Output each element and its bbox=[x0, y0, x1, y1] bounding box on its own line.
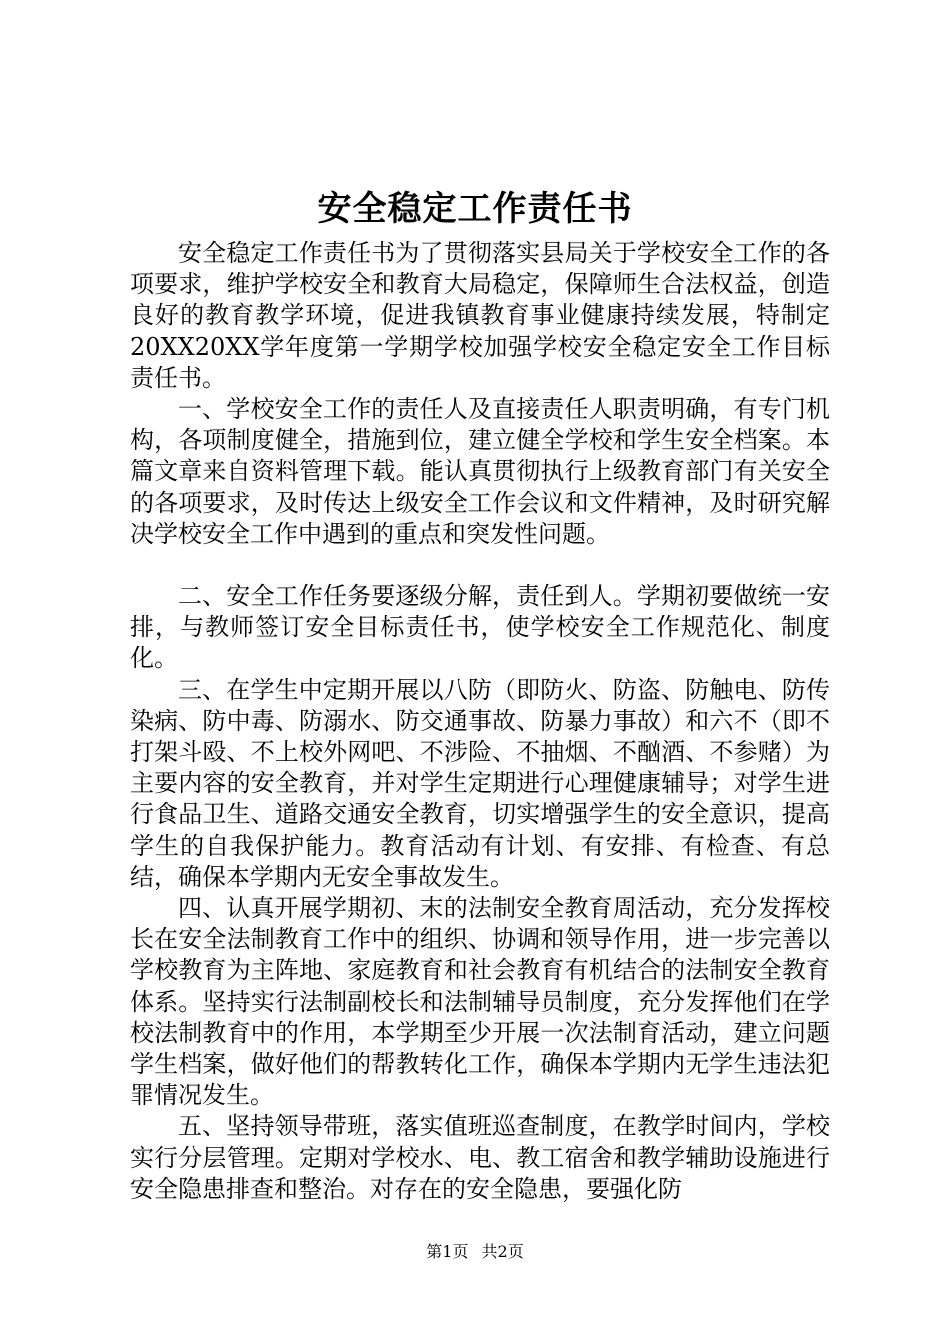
page-footer bbox=[0, 1240, 950, 1264]
document-body bbox=[130, 238, 830, 1205]
paragraph-item-2: 二、安全工作任务要逐级分解，责任到人。学期初要做统一安排，与教师签订安全目标责任书，使学校安全工作规范化、制度化。 bbox=[130, 582, 830, 673]
paragraph-item-1: 一、学校安全工作的责任人及直接责任人职责明确，有专门机构，各项制度健全，措施到位，建立健全学校和学生安全档案。本篇文章来自资料管理下载。能认真贯彻执行上级教育部门有关安全的各项要求，及时传达上级安全工作会议和文件精神，及时研究解决学校安全工作中遇到的重点和突发性问题。 bbox=[130, 395, 830, 548]
document-title: 安全稳定工作责任书 bbox=[317, 189, 633, 229]
page-number: 第1页 bbox=[426, 1242, 469, 1261]
paragraph-intro: 安全稳定工作责任书为了贯彻落实县局关于学校安全工作的各项要求，维护学校安全和教育大局稳定，保障师生合法权益，创造良好的教育教学环境，促进我镇教育事业健康持续发展，特制定20XX20XX学年度第一学期学校加强学校安全稳定安全工作目标责任书。 bbox=[130, 239, 830, 392]
page-total: 共2页 bbox=[481, 1242, 524, 1261]
paragraph-item-4: 四、认真开展学期初、末的法制安全教育周活动，充分发挥校长在安全法制教育工作中的组织、协调和领导作用，进一步完善以学校教育为主阵地、家庭教育和社会教育有机结合的法制安全教育体系。坚持实行法制副校长和法制辅导员制度，充分发挥他们在学校法制教育中的作用，本学期至少开展一次法制育活动，建立问题学生档案，做好他们的帮教转化工作，确保本学期内无学生违法犯罪情况发生。 bbox=[130, 894, 830, 1110]
paragraph-item-5: 五、坚持领导带班，落实值班巡查制度，在教学时间内，学校实行分层管理。定期对学校水、电、教工宿舍和教学辅助设施进行安全隐患排查和整治。对存在的安全隐患，要强化防 bbox=[130, 1112, 830, 1203]
paragraph-item-3: 三、在学生中定期开展以八防（即防火、防盗、防触电、防传染病、防中毒、防溺水、防交通事故、防暴力事故）和六不（即不打架斗殴、不上校外网吧、不涉险、不抽烟、不酗酒、不参赌）为主要内容的安全教育，并对学生定期进行心理健康辅导；对学生进行食品卫生、道路交通安全教育，切实增强学生的安全意识，提高学生的自我保护能力。教育活动有计划、有安排、有检查、有总结，确保本学期内无安全事故发生。 bbox=[130, 675, 830, 891]
paragraph-spacer bbox=[130, 550, 830, 581]
